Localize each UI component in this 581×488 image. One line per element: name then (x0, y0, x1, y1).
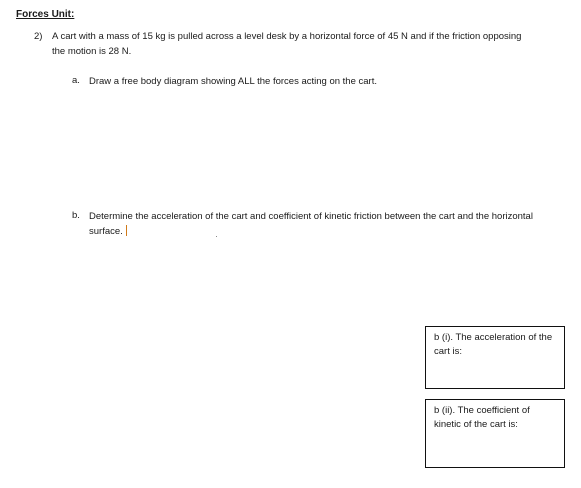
question-text: A cart with a mass of 15 kg is pulled across a level desk by a horizontal force of 45 N and if the friction opposing the motion is 28 N. (52, 31, 522, 57)
part-a-text: Draw a free body diagram showing ALL the forces acting on the cart. (89, 76, 377, 87)
question-number: 2) (34, 31, 43, 42)
part-b-block[interactable] (89, 209, 539, 239)
answer-box-coefficient-label: b (ii). The coefficient of kinetic of the cart is: (434, 405, 530, 430)
part-b-text: Determine the acceleration of the cart and coefficient of kinetic friction between the cart and the horizontal surface. (89, 211, 533, 237)
stray-mark (216, 236, 217, 237)
answer-box-acceleration-label: b (i). The acceleration of the cart is: (434, 332, 553, 357)
answer-box-acceleration[interactable] (425, 326, 565, 389)
answer-box-coefficient[interactable] (425, 399, 565, 468)
part-b-label: b. (72, 210, 80, 221)
text-cursor (126, 225, 127, 236)
unit-title: Forces Unit: (16, 9, 75, 20)
part-a-label: a. (72, 75, 80, 86)
